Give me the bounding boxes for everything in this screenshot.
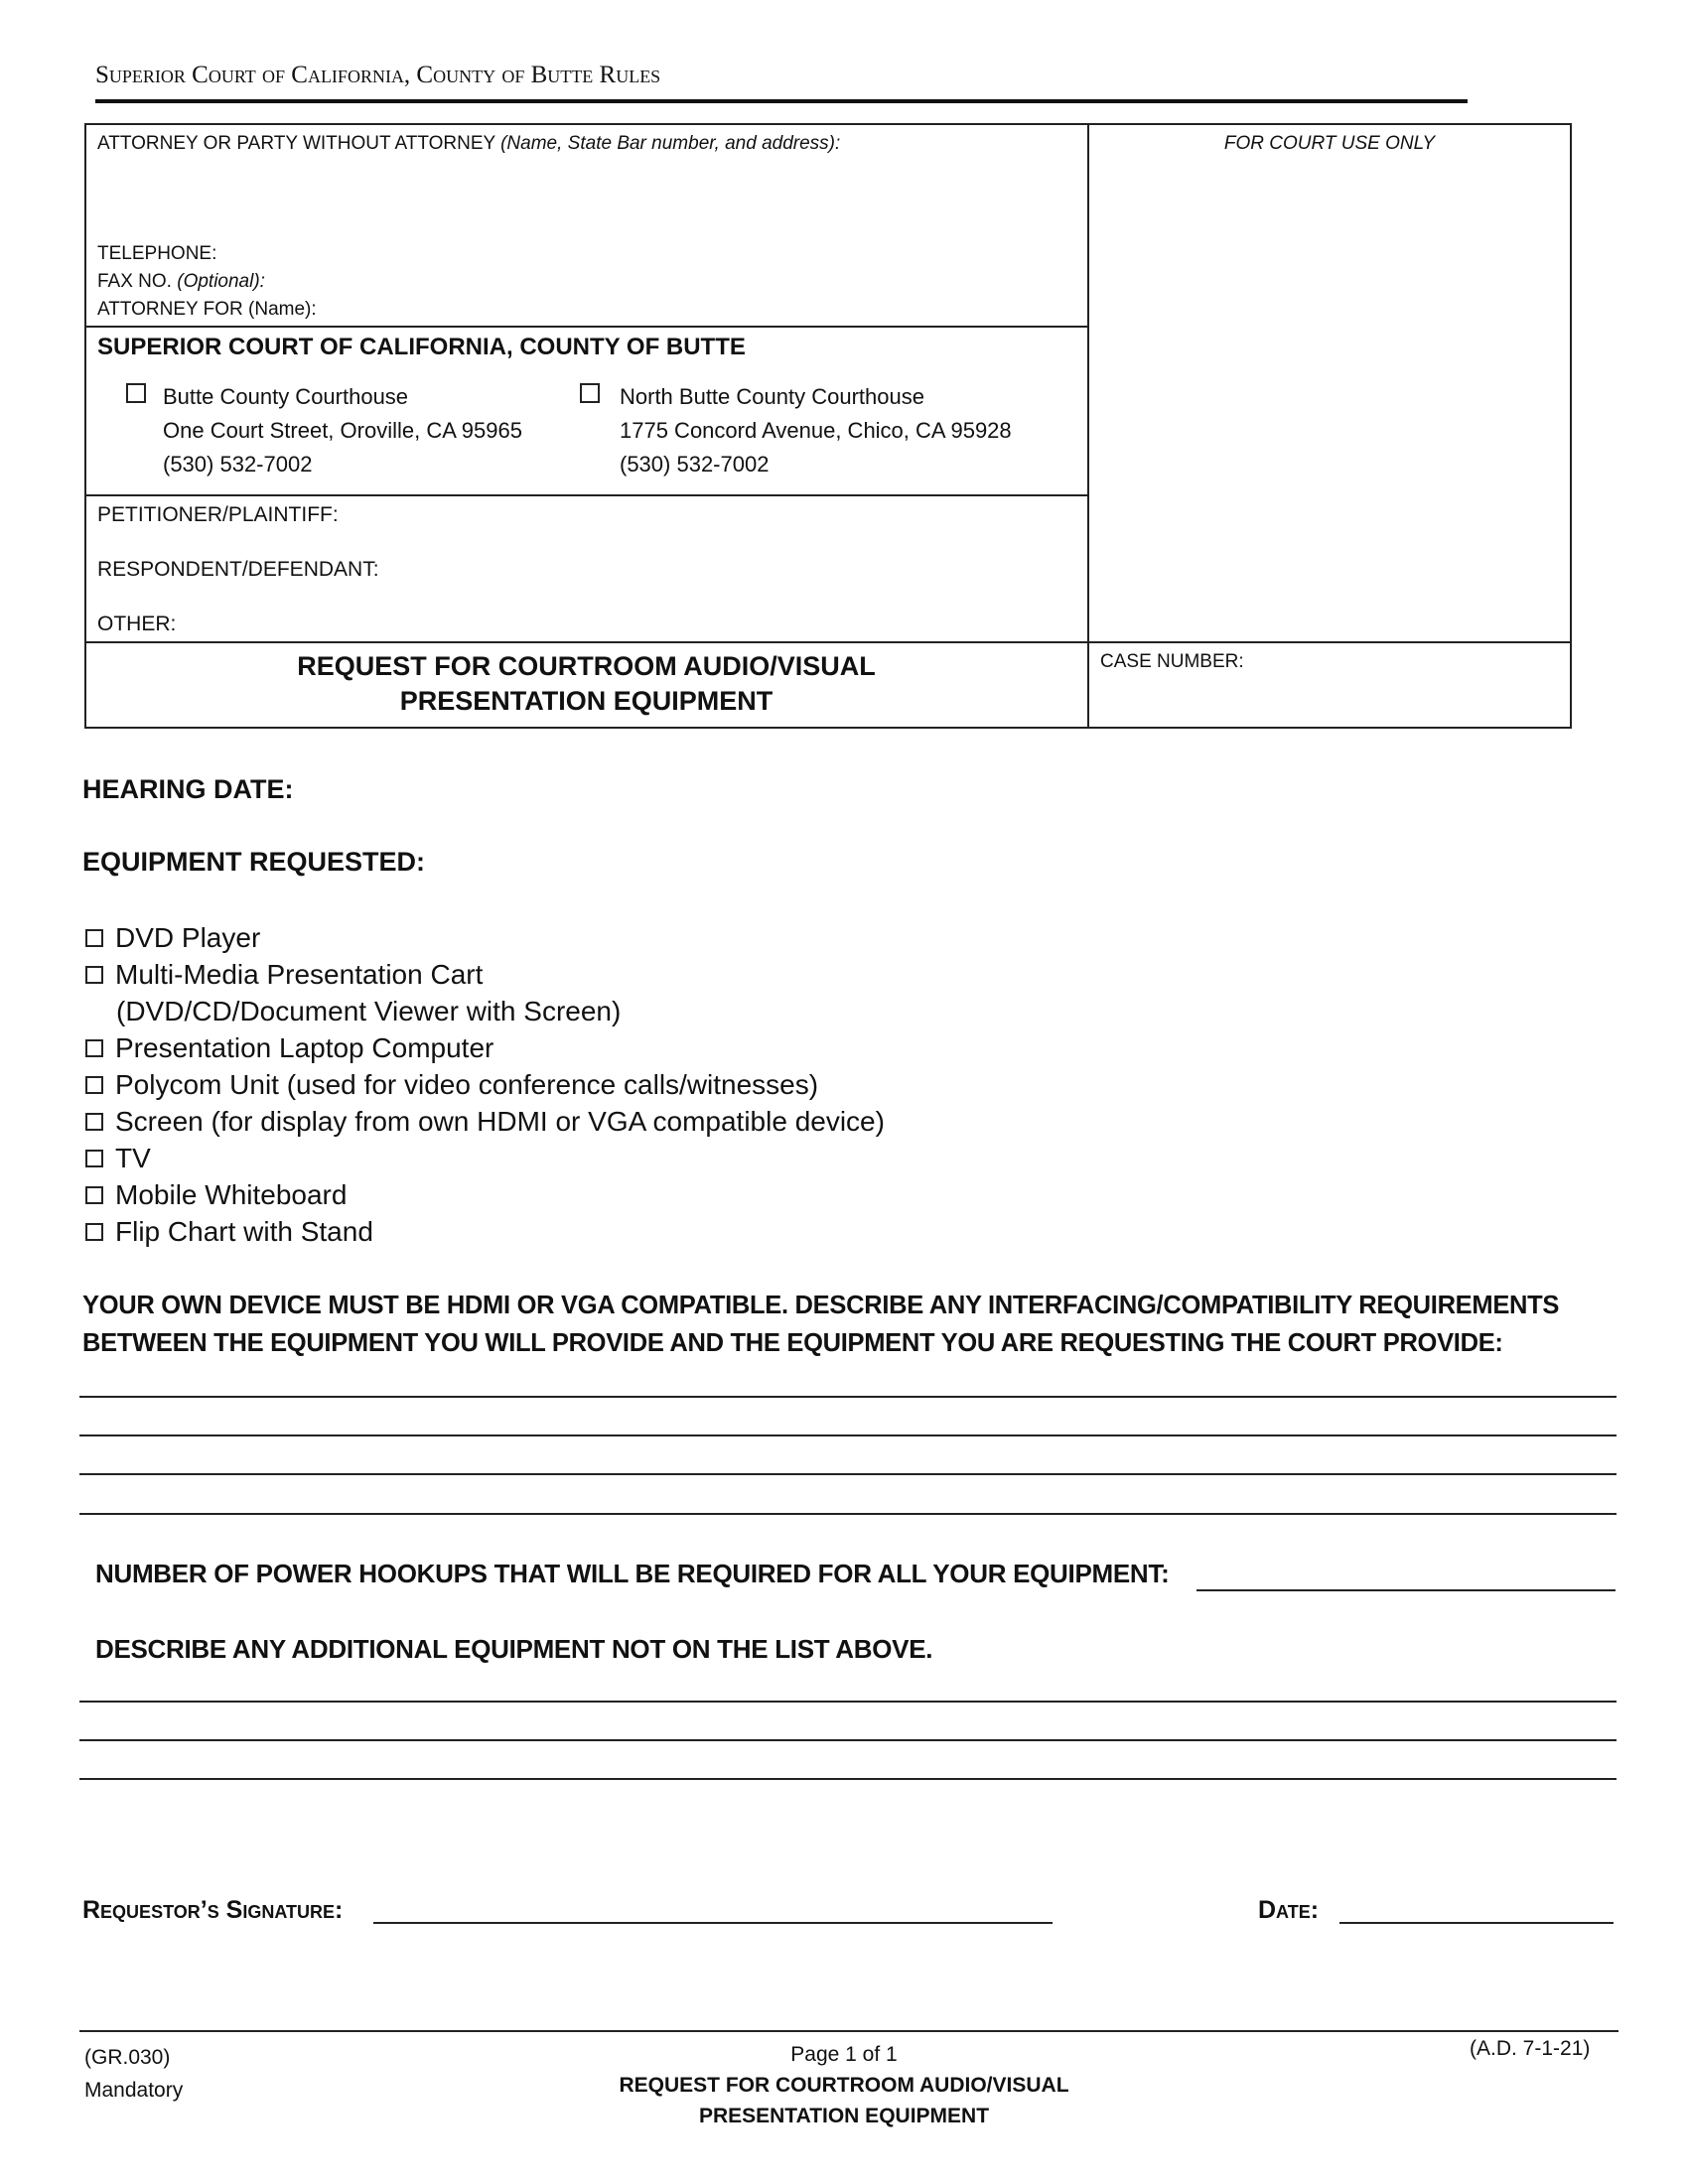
courthouse-oroville-checkbox[interactable]	[126, 383, 146, 408]
header-rule	[95, 99, 1468, 103]
courthouse-chico-checkbox[interactable]	[580, 383, 600, 408]
power-hookups-label: NUMBER OF POWER HOOKUPS THAT WILL BE REQUIRED FOR ALL YOUR EQUIPMENT:	[95, 1559, 1170, 1588]
caption-divider-vertical	[1087, 124, 1089, 728]
equipment-item-screen[interactable]: Screen (for display from own HDMI or VGA compatible device)	[85, 1103, 885, 1140]
hearing-date-label: HEARING DATE:	[82, 774, 294, 804]
footer-rule	[79, 2030, 1618, 2032]
compatibility-instructions: YOUR OWN DEVICE MUST BE HDMI OR VGA COMPATIBLE. DESCRIBE ANY INTERFACING/COMPATIBILITY REQUIREMENTS BETWEEN THE EQUIPMENT YOU WILL PROVIDE AND THE EQUIPMENT YOU ARE REQUESTING THE COURT PROVIDE:	[82, 1292, 1560, 1357]
attorney-for-label: ATTORNEY FOR (Name):	[97, 299, 317, 320]
case-number-label: CASE NUMBER:	[1100, 651, 1244, 672]
compat-line-4[interactable]	[79, 1513, 1617, 1515]
divider-court	[85, 326, 1088, 328]
hearing-date-input[interactable]	[298, 774, 695, 808]
equipment-item-cart-detail: (DVD/CD/Document Viewer with Screen)	[116, 996, 622, 1026]
signature-label: Requestor’s Signature:	[82, 1896, 344, 1924]
case-number-input[interactable]	[1100, 679, 1557, 719]
other-label: OTHER:	[97, 613, 177, 635]
checkbox-icon[interactable]	[85, 1150, 103, 1167]
checkbox-icon[interactable]	[85, 1113, 103, 1131]
checkbox-icon[interactable]	[85, 1186, 103, 1204]
checkbox-icon[interactable]	[85, 1223, 103, 1241]
equipment-label: EQUIPMENT REQUESTED:	[82, 847, 426, 877]
equipment-item-laptop[interactable]: Presentation Laptop Computer	[85, 1029, 885, 1066]
additional-equipment-label: DESCRIBE ANY ADDITIONAL EQUIPMENT NOT ON THE LIST ABOVE.	[95, 1634, 933, 1664]
equipment-list	[85, 919, 885, 1250]
divider-title	[85, 641, 1571, 643]
fax-label: FAX NO. (Optional):	[97, 271, 265, 292]
compat-line-2[interactable]	[79, 1434, 1617, 1436]
checkbox-icon[interactable]	[85, 929, 103, 947]
power-hookups-input[interactable]	[1196, 1589, 1616, 1591]
footer-center: Page 1 of 1 REQUEST FOR COURTROOM AUDIO/VISUAL PRESENTATION EQUIPMENT	[619, 2043, 1069, 2127]
rules-header: Superior Court of California, County of Butte Rules	[95, 62, 661, 88]
equipment-item-dvd[interactable]: DVD Player	[85, 919, 885, 956]
attorney-label: ATTORNEY OR PARTY WITHOUT ATTORNEY (Name, State Bar number, and address):	[97, 133, 841, 154]
attorney-input[interactable]	[97, 167, 1075, 248]
telephone-label: TELEPHONE:	[97, 243, 217, 264]
equipment-item-cart[interactable]: Multi-Media Presentation Cart	[85, 956, 885, 993]
equipment-item-flipchart[interactable]: Flip Chart with Stand	[85, 1213, 885, 1250]
compat-line-3[interactable]	[79, 1473, 1617, 1475]
date-input[interactable]	[1339, 1922, 1614, 1924]
form-title: REQUEST FOR COURTROOM AUDIO/VISUAL PRESENTATION EQUIPMENT	[297, 651, 876, 716]
compat-line-1[interactable]	[79, 1396, 1617, 1398]
additional-line-2[interactable]	[79, 1739, 1617, 1741]
courthouse-chico: North Butte County Courthouse 1775 Concord Avenue, Chico, CA 95928 (530) 532-7002	[620, 384, 1012, 477]
checkbox-icon[interactable]	[85, 1039, 103, 1057]
court-name: SUPERIOR COURT OF CALIFORNIA, COUNTY OF BUTTE	[97, 334, 746, 360]
respondent-label: RESPONDENT/DEFENDANT:	[97, 558, 379, 581]
equipment-item-tv[interactable]: TV	[85, 1140, 885, 1176]
divider-parties	[85, 494, 1088, 496]
checkbox-icon[interactable]	[85, 1076, 103, 1094]
date-label: Date:	[1258, 1896, 1320, 1924]
additional-line-1[interactable]	[79, 1701, 1617, 1703]
signature-input[interactable]	[373, 1922, 1053, 1924]
court-use-label: FOR COURT USE ONLY	[1223, 133, 1436, 154]
petitioner-label: PETITIONER/PLAINTIFF:	[97, 503, 339, 526]
courthouse-oroville: Butte County Courthouse One Court Street, Oroville, CA 95965 (530) 532-7002	[163, 384, 522, 477]
checkbox-icon[interactable]	[85, 966, 103, 984]
equipment-item-polycom[interactable]: Polycom Unit (used for video conference calls/witnesses)	[85, 1066, 885, 1103]
additional-line-3[interactable]	[79, 1778, 1617, 1780]
footer-left: (GR.030) Mandatory	[84, 2046, 184, 2102]
equipment-item-whiteboard[interactable]: Mobile Whiteboard	[85, 1176, 885, 1213]
footer-adopted: (A.D. 7-1-21)	[1470, 2037, 1591, 2060]
